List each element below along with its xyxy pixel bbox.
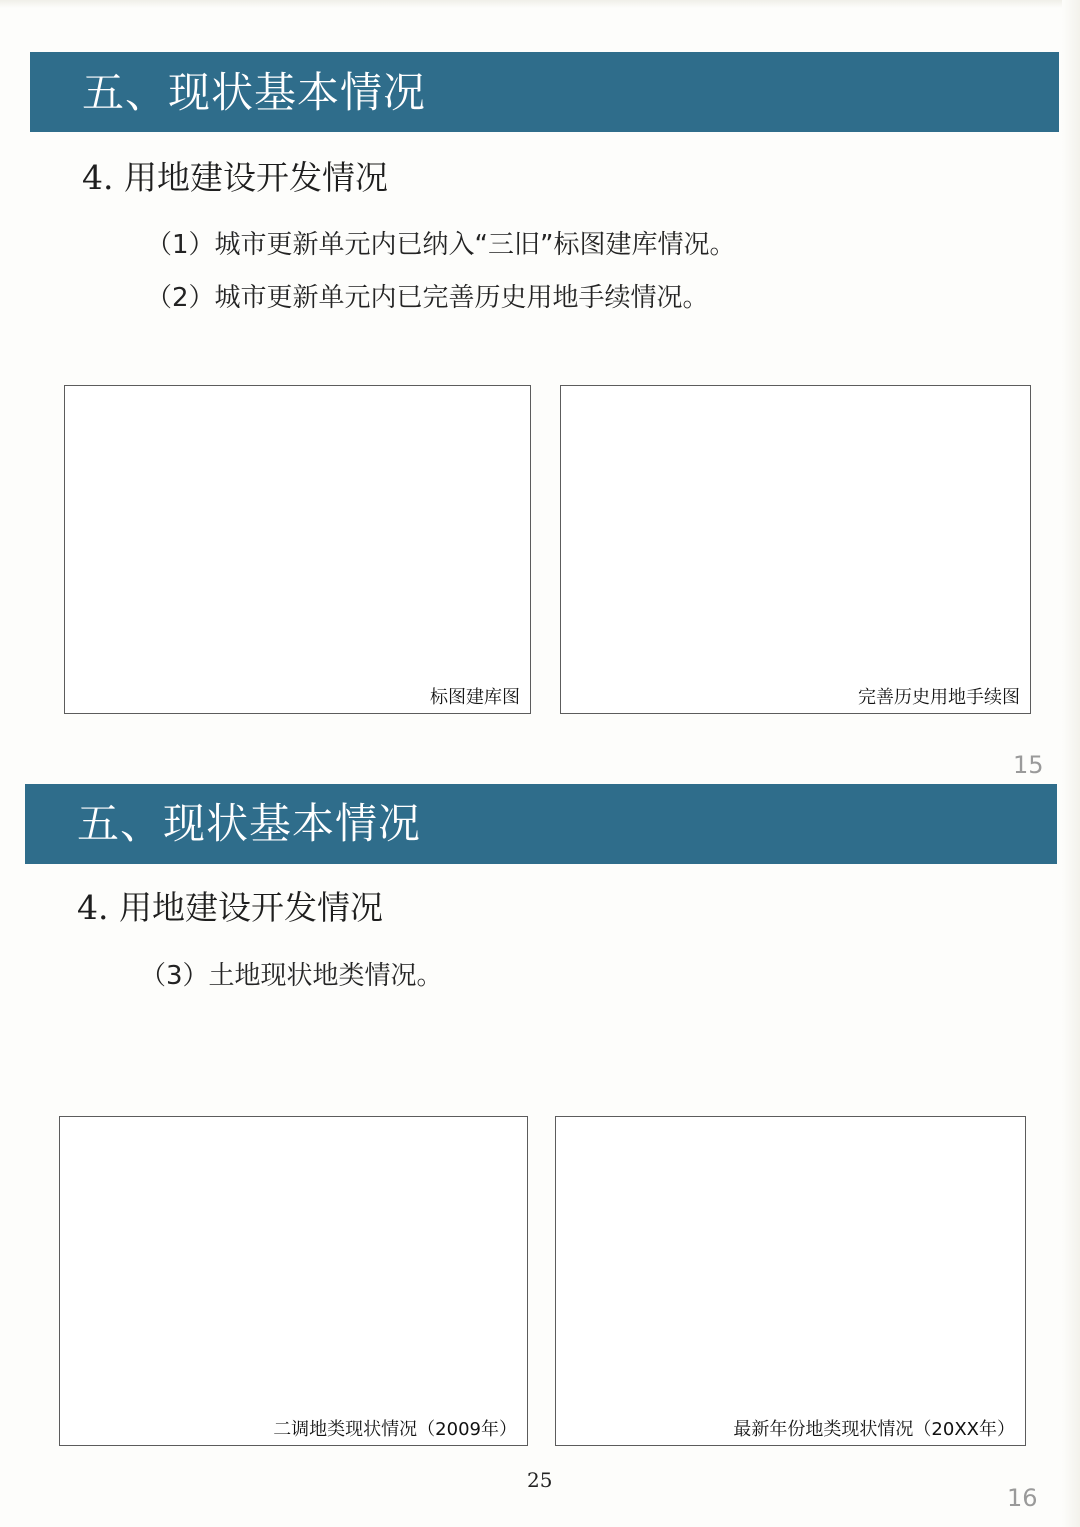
list-item: （3）土地现状地类情况。 <box>140 961 443 991</box>
list-item: （2）城市更新单元内已完善历史用地手续情况。 <box>146 283 709 313</box>
page-top-edge <box>0 0 1080 8</box>
section-banner <box>25 784 1057 864</box>
figure-caption: 最新年份地类现状情况（20XX年） <box>733 1419 1015 1440</box>
banner-title: 五、现状基本情况 <box>82 68 427 117</box>
slide-page-number: 16 <box>1007 1484 1038 1512</box>
page-right-edge <box>1062 0 1080 1527</box>
document-page-number: 25 <box>527 1468 553 1492</box>
figure-placeholder <box>59 1116 528 1446</box>
list-item: （1）城市更新单元内已纳入“三旧”标图建库情况。 <box>146 230 736 260</box>
section-heading: 4. 用地建设开发情况 <box>77 888 383 927</box>
figure-caption: 完善历史用地手续图 <box>858 687 1020 708</box>
figure-placeholder <box>64 385 531 714</box>
figure-placeholder <box>560 385 1031 714</box>
banner-title: 五、现状基本情况 <box>77 799 422 848</box>
figure-caption: 二调地类现状情况（2009年） <box>273 1419 517 1440</box>
figure-placeholder <box>555 1116 1026 1446</box>
section-banner <box>30 52 1059 132</box>
slide-page-number: 15 <box>1013 751 1044 779</box>
section-heading: 4. 用地建设开发情况 <box>82 158 388 197</box>
figure-caption: 标图建库图 <box>430 687 520 708</box>
